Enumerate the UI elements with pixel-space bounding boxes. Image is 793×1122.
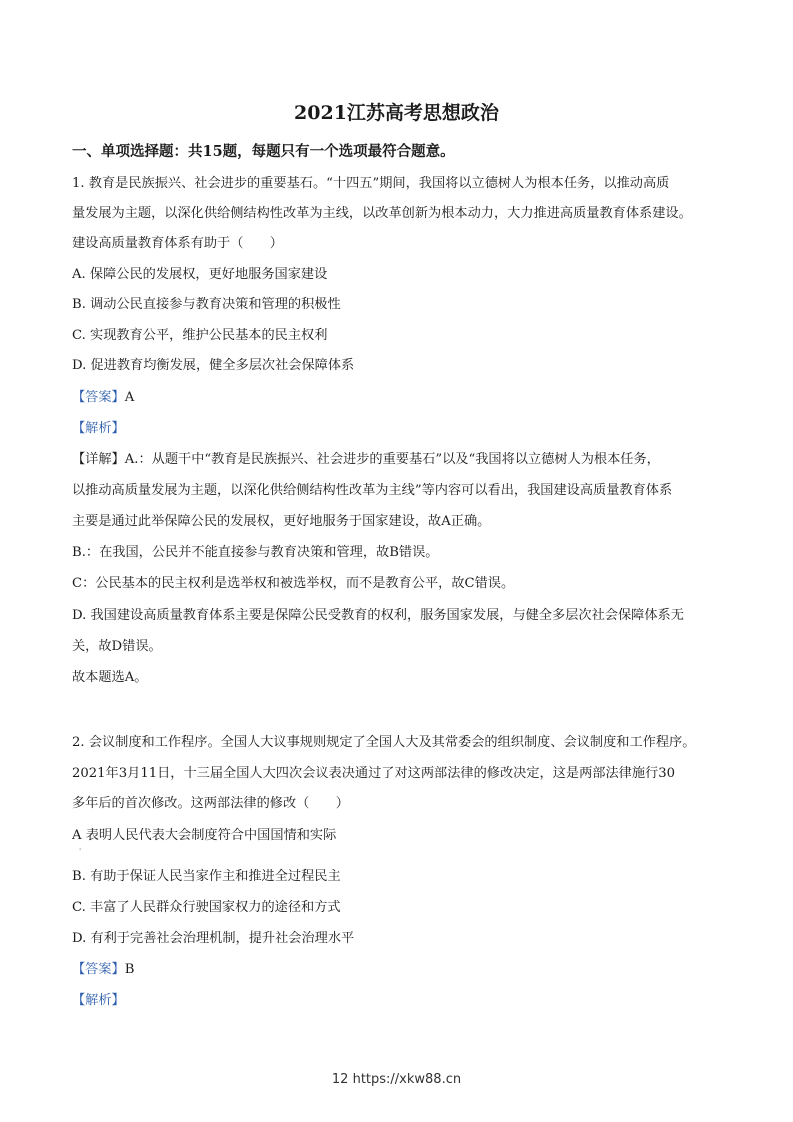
q1-option-b: B. 调动公民直接参与教育决策和管理的积极性 xyxy=(72,297,341,312)
q1-option-c: C. 实现教育公平，维护公民基本的民主权利 xyxy=(72,328,328,343)
page-footer: 12 https://xkw88.cn xyxy=(331,1072,462,1087)
q1-stem-line: 1. 教育是民族振兴、社会进步的重要基石。“十四五”期间，我国将以立德树人为根本任务，以推动高质 xyxy=(72,176,670,191)
page-title: 2021江苏高考思想政治 xyxy=(294,102,499,124)
detail-tag: 【详解】 xyxy=(72,452,125,467)
answer-value: A xyxy=(124,390,135,405)
q2-stem-line: 2021年3月11日，十三届全国人大四次会议表决通过了对这两部法律的修改决定，这是两部法律施行30 xyxy=(72,766,676,781)
q1-detail-line xyxy=(72,450,660,470)
q1-detail-line: 故本题选A。 xyxy=(72,670,148,685)
q1-detail-line: D. 我国建设高质量教育体系主要是保障公民受教育的权利，服务国家发展，与健全多层次社会保障体系无 xyxy=(72,608,684,623)
q2-stem-line: 2. 会议制度和工作程序。全国人大议事规则规定了全国人大及其常委会的组织制度、会议制度和工作程序。 xyxy=(72,735,696,750)
stray-mark: ' xyxy=(79,847,82,856)
q1-detail-line: C：公民基本的民主权利是选举权和被选举权，而不是教育公平，故C错误。 xyxy=(72,576,515,591)
q1-stem-line: 量发展为主题，以深化供给侧结构性改革为主线，以改革创新为根本动力，大力推进高质量教育体系建设。 xyxy=(72,206,692,221)
q2-option-b: B. 有助于保证人民当家作主和推进全过程民主 xyxy=(72,869,341,884)
q2-answer xyxy=(72,960,134,980)
q1-detail-line: 主要是通过此举保障公民的发展权，更好地服务于国家建设，故A正确。 xyxy=(72,514,491,529)
detail-text: A.：从题干中“教育是民族振兴、社会进步的重要基石”以及“我国将以立德树人为根本任务， xyxy=(124,452,660,467)
section-heading: 一、单项选择题：共15题，每题只有一个选项最符合题意。 xyxy=(72,143,455,160)
answer-tag: 【答案】 xyxy=(72,390,125,405)
q2-option-d: D. 有利于完善社会治理机制，提升社会治理水平 xyxy=(72,931,355,946)
q1-option-d: D. 促进教育均衡发展，健全多层次社会保障体系 xyxy=(72,358,355,373)
q1-option-a: A. 保障公民的发展权，更好地服务国家建设 xyxy=(72,267,328,282)
q2-option-c: C. 丰富了人民群众行驶国家权力的途径和方式 xyxy=(72,900,341,915)
q2-analysis-tag: 【解析】 xyxy=(72,993,125,1008)
q2-stem-line: 多年后的首次修改。这两部法律的修改（ ） xyxy=(72,796,349,811)
q1-detail-line: 关，故D错误。 xyxy=(72,639,162,654)
q1-detail-line: B.：在我国，公民并不能直接参与教育决策和管理，故B错误。 xyxy=(72,545,439,560)
answer-value: B xyxy=(124,962,135,977)
q2-option-a: A 表明人民代表大会制度符合中国国情和实际 xyxy=(72,828,337,843)
q1-stem-line: 建设高质量教育体系有助于（ ） xyxy=(72,236,283,251)
answer-tag: 【答案】 xyxy=(72,962,125,977)
q1-analysis-tag: 【解析】 xyxy=(72,421,125,436)
q1-answer xyxy=(72,388,134,408)
q1-detail-line: 以推动高质量发展为主题，以深化供给侧结构性改革为主线”等内容可以看出，我国建设高质量教育体系 xyxy=(72,483,673,498)
